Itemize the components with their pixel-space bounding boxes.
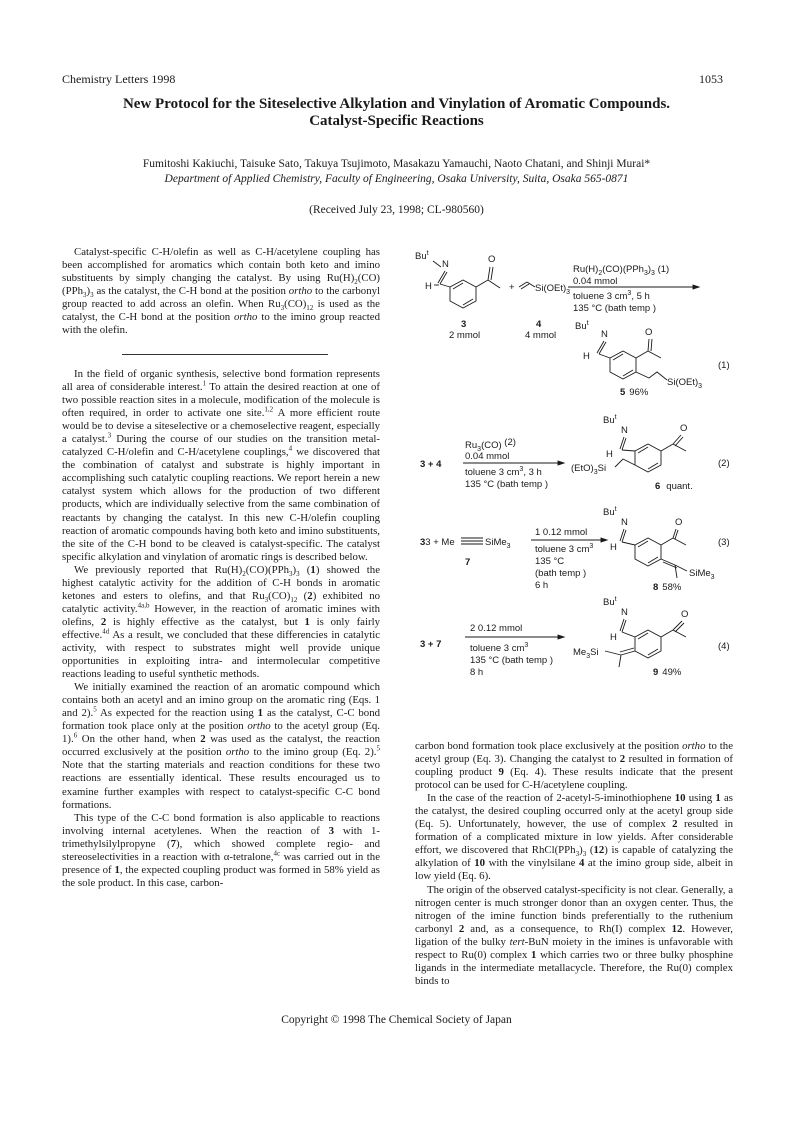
equation-number-4: (4) [718,641,730,652]
body-left-column [62,368,380,890]
page-number: 1053 [699,72,723,86]
eq2-catalyst: $Ru_3(CO)$ (2) [465,437,516,453]
bond [661,444,673,451]
bond [675,565,677,578]
benzene-ring [635,630,661,658]
bond [440,284,450,287]
me3si-label: $Me_3Si$ [573,647,599,660]
benzene-ring [635,538,661,566]
bond [648,463,658,469]
eq4-time: 8 h [470,667,484,678]
received-date: (Received July 23, 1998; CL-980560) [309,204,484,216]
amount-4: 4 mmol [525,330,557,341]
equation-number-3: (3) [718,537,730,548]
bond [488,267,490,280]
eq3-time: 6 h [535,580,549,591]
sime3-label: SiMe$_3$ [485,537,511,550]
bond [673,444,686,451]
eq4-reactants: 3 + 7 [420,639,442,650]
n-label: N [601,329,608,340]
bond [622,632,635,637]
vinylsilane-label: $Si(OEt)_3$ [535,283,571,296]
compound-7-label: 7 [465,557,471,568]
sioet3-label: $Si(OEt)_3$ [667,377,703,390]
bond [613,354,623,360]
bond [622,450,635,451]
product-9-label: 9 49% [653,667,682,678]
paragraph-eq3-continued: carbon bond formation took place exclusively at the position ortho to the acetyl group (Eq. 3). Changing the catalyst to 2 resulted in formation of coupling product 9 (Eq. 4). These results indicate that the present protocol can be used for C-H/acetylene coupling. [415,740,733,792]
eq1-catalyst: $Ru(H)_2(CO)(PPh_3)_3$ (1) [573,264,670,277]
arrow-head [558,461,564,465]
h-label: H [583,351,590,362]
eq2-substituent: $(EtO)_3Si$ [571,463,607,476]
bond [673,435,681,444]
benzene-ring [450,280,476,308]
h-label: H [606,449,613,460]
bond [638,447,648,453]
bond [648,557,658,563]
product-5-label: 5 96% [620,387,649,398]
equation-4 [420,596,730,678]
author-list: Fumitoshi Kakiuchi, Taisuke Sato, Takuya Tsujimoto, Masakazu Yamauchi, Naoto Chatani, and Shinji Murai* [142,158,651,170]
article-title [0,96,793,130]
bond [599,354,610,358]
bond [636,372,667,380]
bond [648,649,658,655]
paragraph-intro: In the field of organic synthesis, selective bond formation represents all area of considerable interest.$^1$ To attain the desired reaction at one of two possible reaction sites in a molecule, modification of the molecule is often required, in order to activate one site.$^{1,2}$ A more efficient route would be to devise a siteselective or a chemoselective reagent, especially a catalyst.$^3$ During the course of our studies on the transition metal-catalyzed C-H/olefin and C-H/acetylene couplings,$^4$ we discovered that the combination of catalyst and substrate is highly important in accomplishing such catalytic coupling reactions. We report herein a new catalyst system which allows for the production of two different products, which are individually selective from the same combination of reactants by changing the catalyst. In this new C-H/olefin coupling reaction of aromatic compounds having both keto and imino substituents, the site of the C-H bond to be cleaved is catalyst-specific. The catalyst specific alkylation and vinylation of aromatic rings is described below. [62,368,380,563]
equation-2 [420,414,730,492]
bond [638,541,648,547]
n-label: N [442,259,449,270]
arrow-head [601,538,607,542]
paragraph-previous-work: We previously reported that $Ru(H)_2(CO)(PPh_3)_3$ (1) showed the highest catalytic activity for the addition of C-H bonds in aromatic ketones and esters to olefins, and that $Ru_3(CO)_{12}$ (2) exhibited no catalytic activity.$^{4a,b}$ However, in the reaction of aromatic imines with olefins, 2 is highly effective as the catalyst, but 1 is only fairly effective.$^{4d}$ As a result, we concluded that these differencies in catalytic activity, with respect to substrates might well provide unique opportunities in exploiting intra- and intermolecular competitive reactions leading to useful synthetic methods. [62,563,381,681]
copyright-footer: Copyright © 1998 The Chemical Society of Japan [281,1014,512,1026]
amount-3: 2 mmol [449,330,481,341]
paragraph-thiophene: In the case of the reaction of 2-acetyl-5-iminothiophene 10 using 1 as the catalyst, the desired coupling occurred only at the acetyl group side (Eq. 5). Unfortunately, however, the use of complex 2 resulted in formation of a complicated mixture in low yields. After considerable effort, we discovered that $RhCl(PPh_3)_3$ (12) is capable of catalyzing the alkylation of 10 with the vinylsilane 4 at the imino group side, albeit in low yield (Eq. 6). [415,792,734,883]
body-right-column [415,740,733,988]
eq4-catalyst: 2 0.12 mmol [470,623,523,634]
eq3-reactants: 33 + Me [420,537,455,548]
bond [636,351,648,358]
tbu-label: Bu$^t$ [575,320,589,332]
eq3-solvent: toluene 3 $cm^3$ [535,543,594,555]
bond [675,437,683,446]
product-8-label: 8 58% [653,582,682,593]
paragraph-initial-examination: We initially examined the reaction of an aromatic compound which contains both an acetyl and an imino group on the aromatic ring (Eqs. 1 and 2).$^5$ As expected for the reaction using 1 as the catalyst, C-C bond formation took place only at the position ortho to the acetyl group (Eq. 1).$^6$ On the other hand, when 2 was used as the catalyst, the reaction occurred exclusively at the position ortho to the imino group (Eq. 2).$^5$ Note that the starting materials and reaction conditions for these two reactions are essentially identical. These results encouraged us to examine further examples with respect to catalyst-specific C-C bond formations. [62,681,381,811]
bond [648,339,649,351]
bond [463,299,473,305]
bond [673,621,682,630]
o-label: O [645,327,653,338]
sime3-label: SiMe$_3$ [689,568,715,581]
arrow-head [693,285,699,289]
eq4-solvent: toluene 3 $cm^3$ [470,642,529,654]
equation-3 [420,506,730,593]
o-label: O [675,517,683,528]
n-label: N [621,425,628,436]
tbu-label: Bu$^t$ [603,506,617,518]
bond [619,655,621,667]
bond [488,280,500,288]
equation-1 [415,250,730,398]
product-6-label: 6 quant. [655,481,693,492]
bond [623,370,633,376]
h-label: H [610,632,617,643]
equation-number-1: (1) [718,360,730,371]
abstract-divider [122,354,328,355]
bond [605,651,621,655]
benzene-ring [610,351,636,379]
bond [651,339,652,351]
title-line-1: New Protocol for the Siteselective Alkylation and Vinylation of Aromatic Compounds. [122,96,671,112]
paragraph-origin: The origin of the observed catalyst-specificity is not clear. Generally, a nitrogen center is much stronger donor than an oxygen center. Thus, the nitrogen of the imine function binds preferentially to the ruthenium carbonyl 2 and, as a consequence, to Rh(I) complex 12. However, ligation of the bulky tert-BuN moiety in the imines is unfavorable with respect to Ru(0) complex 1 which carries two or three bulky phosphine ligands in the intermediate metallacycle. Therefore, the Ru(0) complex binds to [415,883,734,987]
reaction-scheme-drawing [405,245,743,735]
bond [615,459,635,467]
compound-3-label: 3 [461,319,467,330]
plus-sign: + [509,282,515,293]
bond [621,651,635,655]
bond [661,538,673,545]
bond [648,351,661,358]
n-label: N [621,517,628,528]
eq4-temperature: 135 °C (bath temp ) [470,655,554,666]
benzene-ring [635,444,661,472]
tbu-label: Bu$^t$ [415,250,429,262]
bond [673,538,686,545]
eq2-reactants: 3 + 4 [420,459,442,470]
title-line-2: Catalyst-Specific Reactions [309,113,484,129]
abstract: Catalyst-specific C-H/olefin as well as C-H/acetylene coupling has been accomplished for aromatics which contain both keto and imino substituents by simply changing the catalyst. By using $Ru(H)_2(CO)(PPh_3)_3$ as the catalyst, the C-H bond at the position ortho to the carbonyl group reacted to add across an olefin. When $Ru_3(CO)_{12}$ is used as the catalyst, the C-H bond at the position ortho to the imino group reacted with the olefin. [62,246,380,337]
bond [491,267,493,280]
bond [638,633,648,639]
bond [673,630,686,637]
o-label: O [680,423,688,434]
eq1-temperature: 135 °C (bath temp ) [573,303,657,314]
eq1-solvent: toluene 3 $cm^3$, 5 h [573,290,650,302]
eq2-temperature: 135 °C (bath temp ) [465,479,549,490]
tbu-label: Bu$^t$ [603,596,617,608]
bond [476,280,488,287]
o-label: O [681,609,689,620]
arrow-head [558,635,564,639]
eq3-catalyst: 1 0.12 mmol [535,527,588,538]
eq3-bath: (bath temp ) [535,568,587,579]
eq2-amount: 0.04 mmol [465,451,510,462]
paragraph-acetylenes: This type of the C-C bond formation is also applicable to reactions involving internal acetylenes. When the reaction of 3 with 1-trimethylsilylpropyne (7), which showed complete regio- and stereoselectivities in a reaction with α-tetralone,$^{4c}$ was carried out in the presence of 1, the expected coupling product was formed in 58% yield as the sole product. In this case, carbon- [62,811,381,889]
bond [661,630,673,637]
eq1-amount: 0.04 mmol [573,276,618,287]
eq3-temperature: 135 °C [535,556,565,567]
affiliation: Department of Applied Chemistry, Faculty of Engineering, Osaka University, Suita, Osaka 565-0871 [164,173,629,185]
bond [622,542,635,545]
running-header-journal: Chemistry Letters 1998 [62,72,176,86]
h-label: H [425,281,432,292]
bond [620,648,634,652]
bond [433,261,441,267]
tbu-label: Bu$^t$ [603,414,617,426]
reaction-scheme [405,245,743,740]
compound-4-label: 4 [536,319,542,330]
bond [675,623,684,632]
h-label: H [610,542,617,553]
o-label: O [488,254,496,265]
equation-number-2: (2) [718,458,730,469]
bond [453,283,463,289]
eq2-solvent: toluene 3 $cm^3$, 3 h [465,466,542,478]
n-label: N [621,607,628,618]
